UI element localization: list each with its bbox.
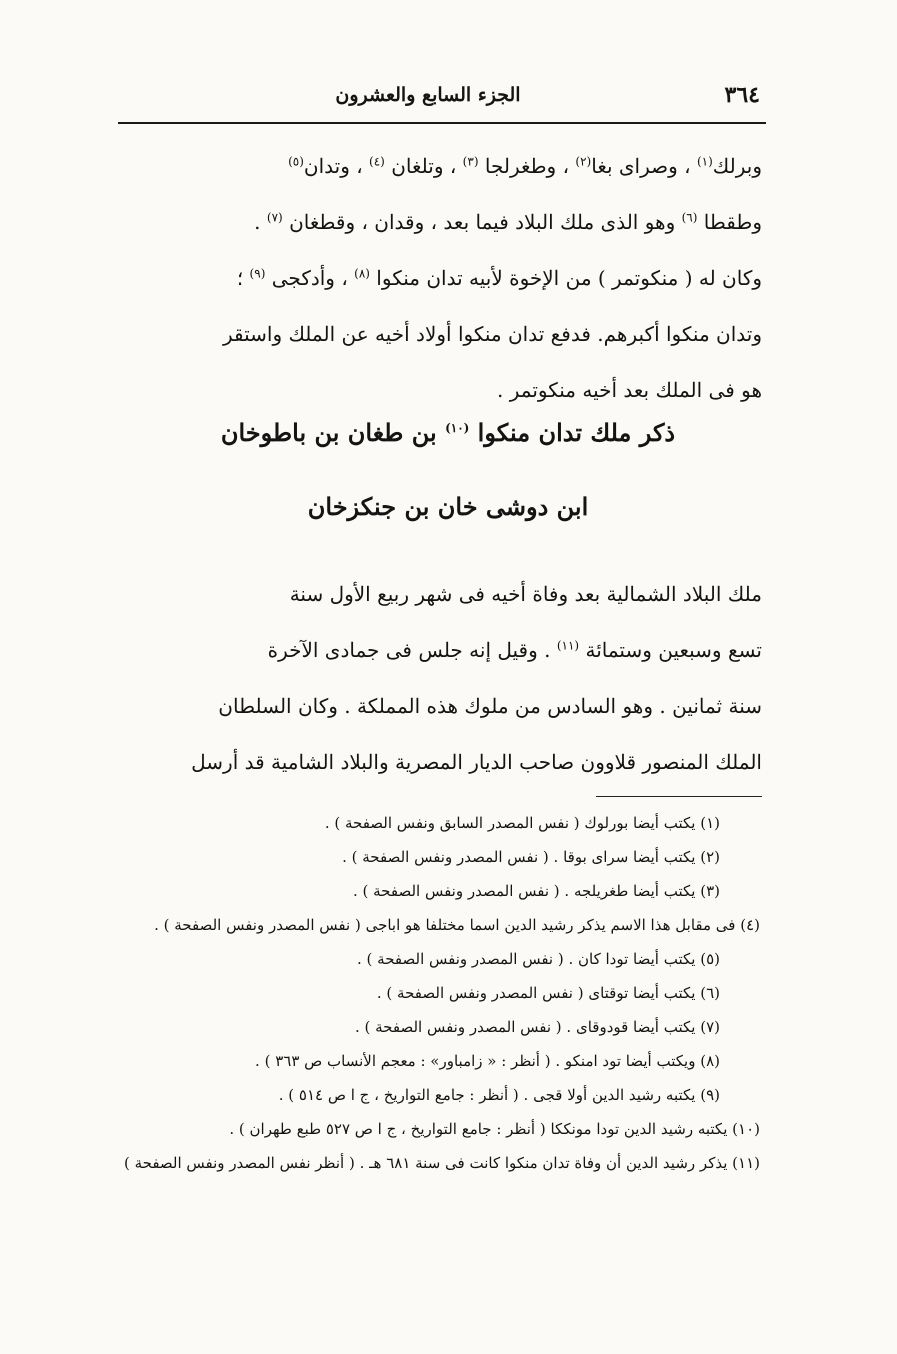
- footnote: (١) يكتب أيضا بورلوك ( نفس المصدر السابق ونفس الصفحة ) .: [324, 814, 720, 832]
- section-heading-1: ذكر ملك تدان منكوا $^{(١٠)}$ بن طغان بن باطوخان: [220, 418, 676, 447]
- footnote: (٨) ويكتب أيضا تود امنكو . ( أنظر : « زامباور» : معجم الأنساب ص ٣٦٣ ) .: [255, 1052, 720, 1070]
- paragraph-2-line: تسع وسبعين وستمائة $^{(١١)}$ . وقيل إنه جلس فى جمادى الآخرة: [267, 638, 762, 662]
- page-number: ٣٦٤: [724, 82, 760, 108]
- footnote: (٥) يكتب أيضا تودا كان . ( نفس المصدر ونفس الصفحة ) .: [357, 950, 720, 968]
- page-header: [118, 72, 766, 118]
- running-title: الجزء السابع والعشرون: [335, 84, 521, 106]
- footnote: (٧) يكتب أيضا قودوقاى . ( نفس المصدر ونفس الصفحة ) .: [354, 1018, 720, 1036]
- paragraph-1-line: وتدان منكوا أكبرهم. فدفع تدان منكوا أولاد أخيه عن الملك واستقر: [222, 322, 762, 346]
- paragraph-2-line: الملك المنصور قلاوون صاحب الديار المصرية والبلاد الشامية قد أرسل: [191, 750, 762, 774]
- footnote: (١١) يذكر رشيد الدين أن وفاة تدان منكوا كانت فى سنة ٦٨١ هـ . ( أنظر نفس المصدر ونفس الصفحة ): [123, 1154, 760, 1172]
- paragraph-1-line: هو فى الملك بعد أخيه منكوتمر .: [497, 378, 762, 402]
- paragraph-1-line: وكان له ( منكوتمر ) من الإخوة لأبيه تدان منكوا $^{(٨)}$ ، وأدكجى $^{(٩)}$ ؛: [236, 266, 762, 290]
- footnote: (١٠) يكتبه رشيد الدين تودا مونككا ( أنظر : جامع التواريخ ، ج ا ص ٥٢٧ طبع طهران ) .: [229, 1120, 760, 1138]
- footnote: (٦) يكتب أيضا توقتاى ( نفس المصدر ونفس الصفحة ) .: [376, 984, 720, 1002]
- footnote: (٢) يكتب أيضا سراى بوقا . ( نفس المصدر ونفس الصفحة ) .: [342, 848, 720, 866]
- footnote: (٣) يكتب أيضا طغريلجه . ( نفس المصدر ونفس الصفحة ) .: [352, 882, 720, 900]
- paragraph-2: [118, 566, 762, 790]
- footnote: (٤) فى مقابل هذا الاسم يذكر رشيد الدين اسما مختلفا هو اباجى ( نفس المصدر ونفس الصفحة ) .: [154, 916, 760, 934]
- footnote-rule: [596, 796, 762, 797]
- paragraph-2-line: ملك البلاد الشمالية بعد وفاة أخيه فى شهر ربيع الأول سنة: [289, 582, 762, 606]
- footnote: (٩) يكتبه رشيد الدين أولا قجى . ( أنظر : جامع التواريخ ، ج ا ص ٥١٤ ) .: [278, 1086, 720, 1104]
- paragraph-2-line: سنة ثمانين . وهو السادس من ملوك هذه المملكة . وكان السلطان: [218, 694, 762, 718]
- paragraph-1: [118, 138, 762, 418]
- paragraph-1-line: وطقطا $^{(٦)}$ وهو الذى ملك البلاد فيما بعد ، وقدان ، وقطغان $^{(٧)}$ .: [254, 210, 762, 234]
- header-rule: [118, 122, 766, 124]
- footnotes: [114, 806, 760, 1180]
- section-heading-2: ابن دوشى خان بن جنكزخان: [307, 492, 589, 521]
- paragraph-1-line: وبرلك$^{(١)}$ ، وصراى بغا$^{(٢)}$ ، وطغرلجا $^{(٣)}$ ، وتلغان $^{(٤)}$ ، وتدان$^{(٥)}$: [288, 154, 762, 178]
